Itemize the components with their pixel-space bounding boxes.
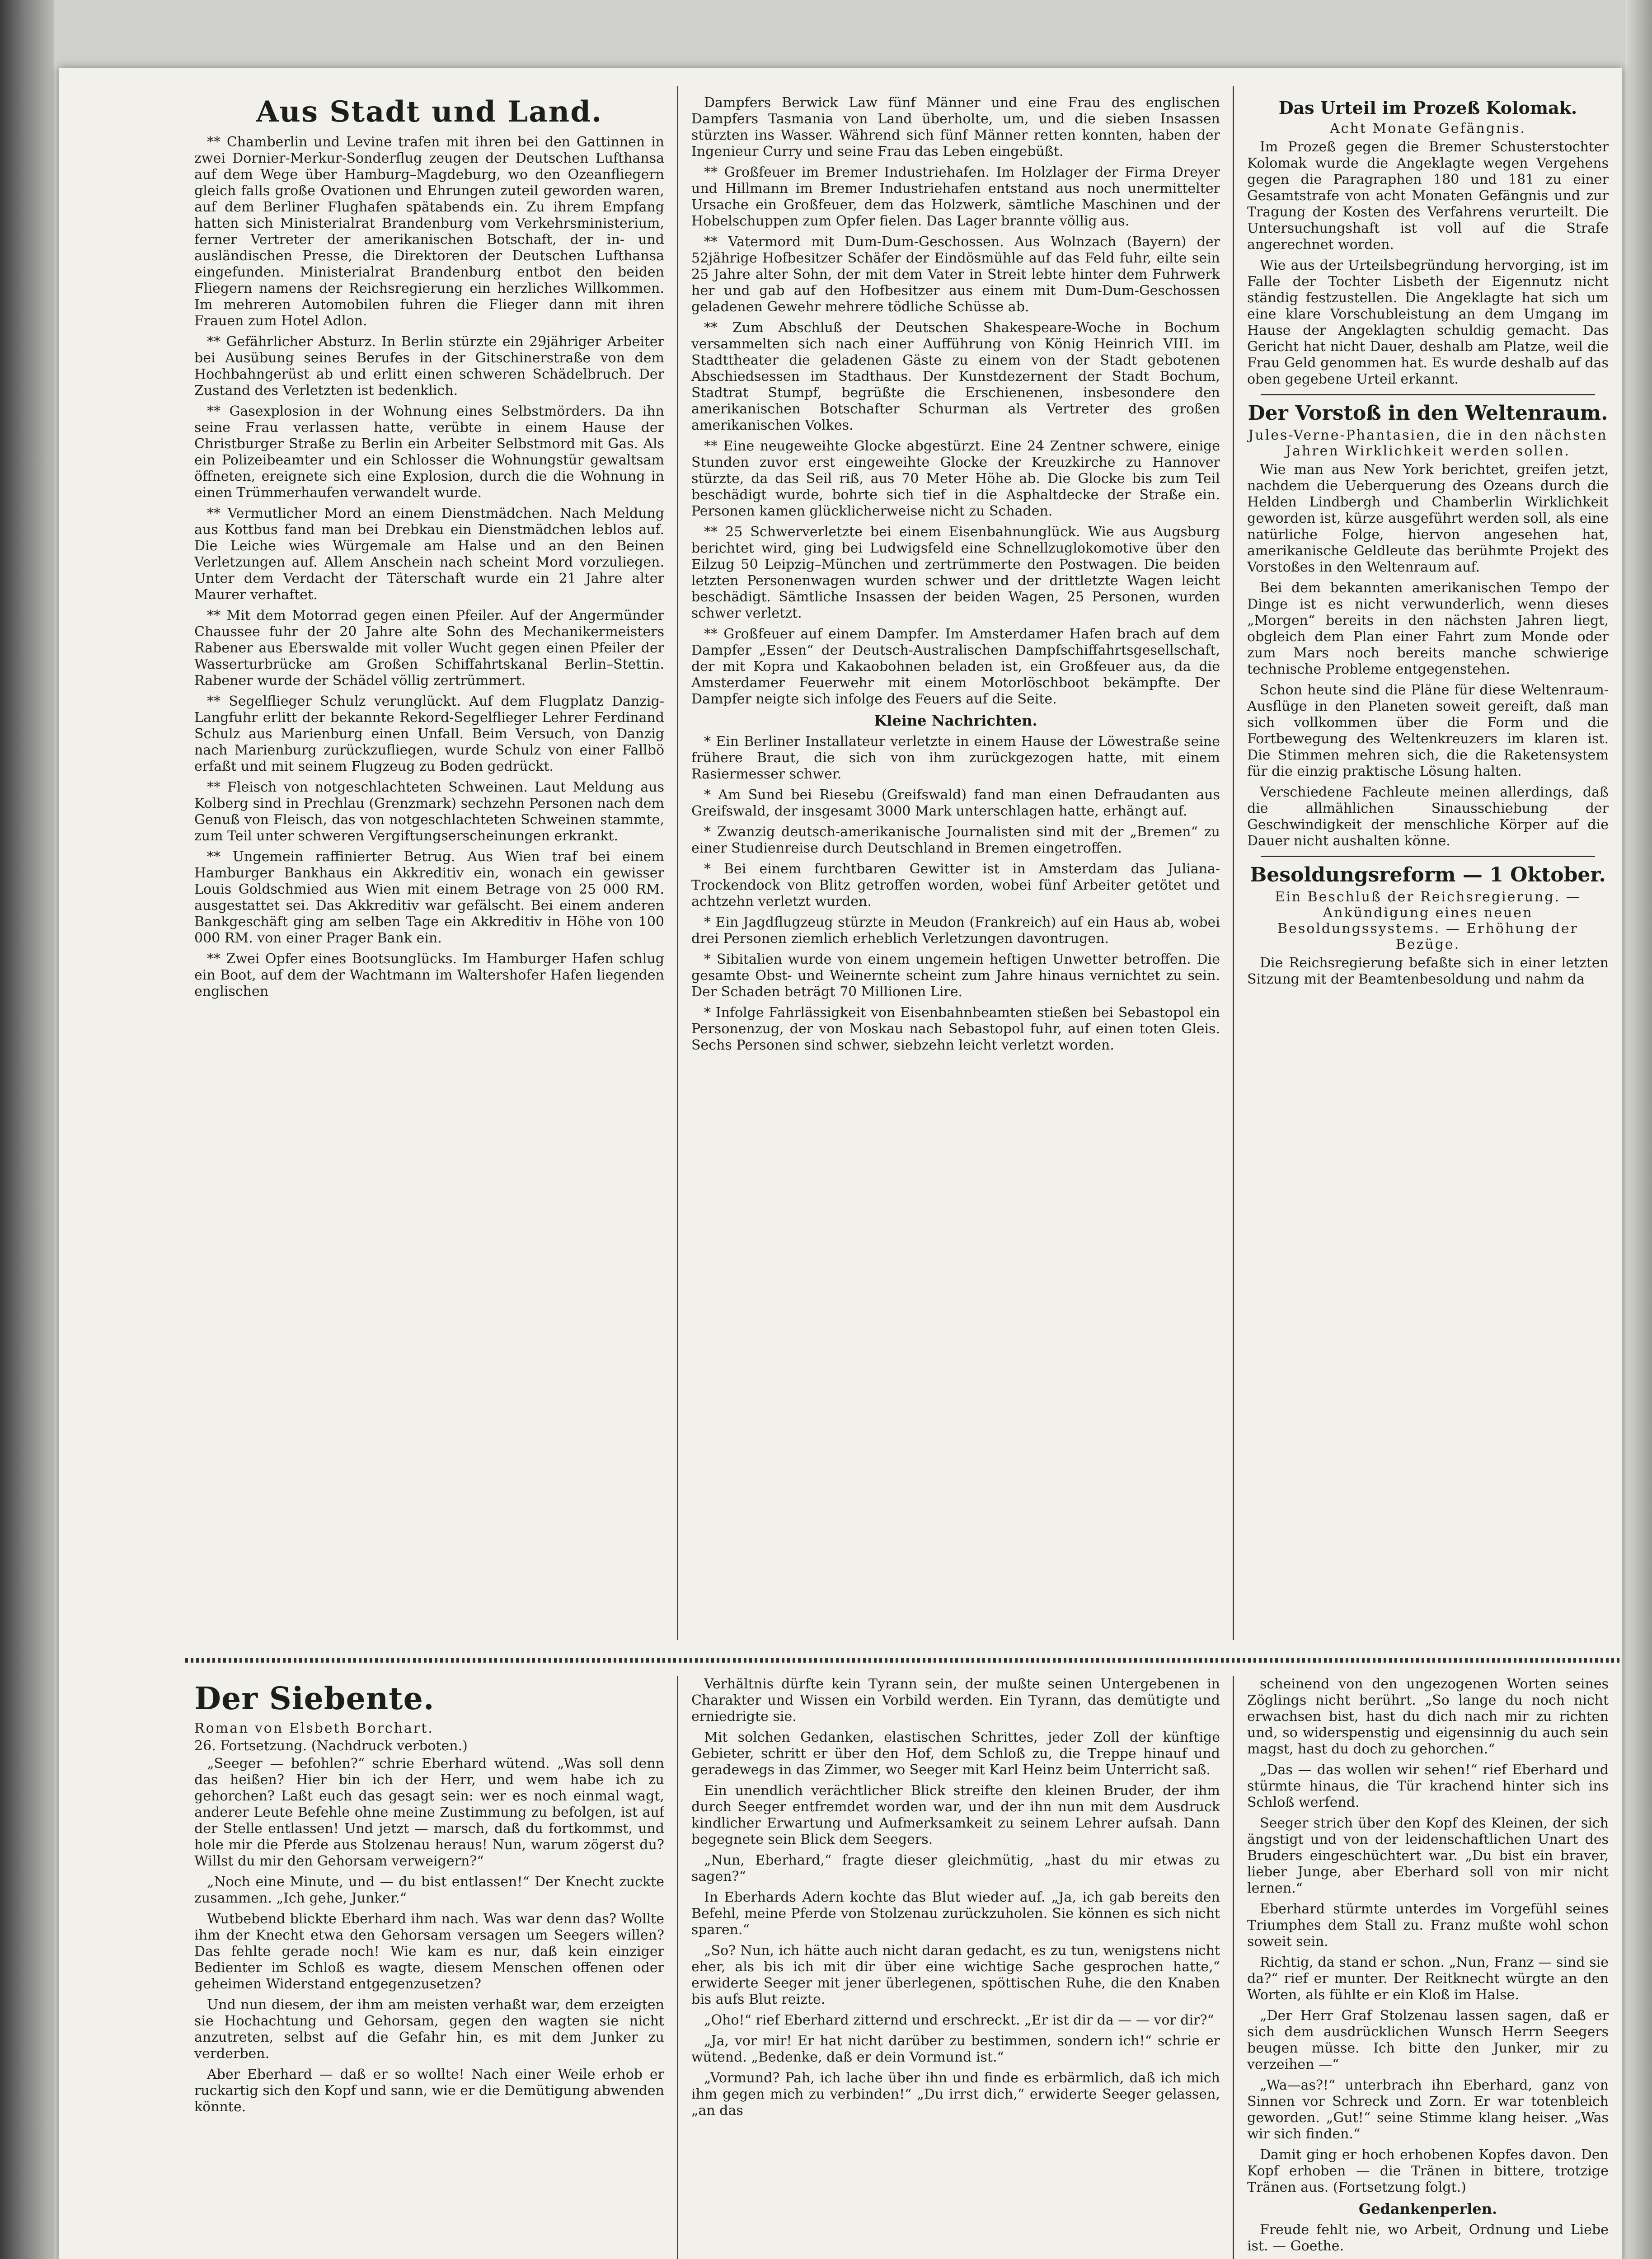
article: ** Zwei Opfer eines Bootsunglücks. Im Hamburger Hafen schlug ein Boot, auf dem der Wachtmann im Waltershofer Hafen liegenden englischen xyxy=(194,951,664,999)
subheadline: Acht Monate Gefängnis. xyxy=(1330,121,1526,136)
serial-paragraph: Und nun diesem, der ihm am meisten verhaßt war, dem erzeigten sie Hochachtung und Gehorsam, gegen den wagten sie nicht anzutreten, selbst auf die Gefahr hin, es mit dem Junker zu verderben. xyxy=(194,1997,664,2062)
serial-paragraph: Damit ging er hoch erhobenen Kopfes davon. Den Kopf erhoben — die Tränen in bittere, trotzige Tränen aus. (Fortsetzung folgt.) xyxy=(1247,2147,1609,2195)
serial-paragraph: Wutbebend blickte Eberhard ihm nach. Was war denn das? Wollte ihm der Knecht etwa den Gehorsam versagen um Seegers willen? Das fehlte gerade noch! Wie kam es nur, daß kein einziger Bedienter im Schloß es wagte, diesem Menschen offenen oder geheimen Widerstand entgegenzusetzen? xyxy=(194,1911,664,1992)
aphorism: Freude fehlt nie, wo Arbeit, Ordnung und Liebe ist. — Goethe. xyxy=(1247,2222,1609,2254)
headline-weltenraum: Der Vorstoß in den Weltenraum. xyxy=(1248,402,1608,425)
serial-paragraph: „Ja, vor mir! Er hat nicht darüber zu bestimmen, sondern ich!“ schrie er wütend. „Bedenke, daß er dein Vormund ist.“ xyxy=(691,2033,1220,2065)
headline-kolomak: Das Urteil im Prozeß Kolomak. xyxy=(1278,98,1577,118)
section-title: Aus Stadt und Land. xyxy=(256,95,603,129)
column-right-articles xyxy=(1247,95,1609,1622)
serial-paragraph: Eberhard stürmte unterdes im Vorgefühl seines Triumphes dem Stall zu. Franz mußte wohl schon soweit sein. xyxy=(1247,1901,1609,1950)
article: ** Vermutlicher Mord an einem Dienstmädchen. Nach Meldung aus Kottbus fand man bei Drebkau ein Dienstmädchen leblos auf. Die Leiche wies Würgemale am Halse und an den Beinen Verletzungen auf. Allem Anschein nach scheint Mord vorzuliegen. Unter dem Verdacht der Täterschaft wurde ein 21 Jahre alter Maurer verhaftet. xyxy=(194,506,664,603)
column-rule xyxy=(1233,86,1234,1640)
column-rule xyxy=(677,1676,678,2259)
serial-title: Der Siebente. xyxy=(194,1681,435,1717)
headline-besoldungsreform: Besoldungsreform — 1 Oktober. xyxy=(1250,863,1606,886)
serial-paragraph: Ein unendlich verächtlicher Blick streifte den kleinen Bruder, der ihm durch Seeger entfremdet worden war, und der ihn nun mit dem Ausdruck kindlicher Erwartung und Aufmerksamkeit zu seinem Lehrer aufsah. Dann begegnete sein Blick dem Seegers. xyxy=(691,1783,1220,1847)
serial-paragraph: Mit solchen Gedanken, elastischen Schrittes, jeder Zoll der künftige Gebieter, schritt er über den Hof, dem Schloß zu, die Treppe hinauf und geradewegs in das Zimmer, wo Seeger mit Karl Heinz beim Unterricht saß. xyxy=(691,1729,1220,1778)
column-serial-1 xyxy=(194,1676,664,2259)
gedankenperlen-title: Gedankenperlen. xyxy=(1358,2200,1497,2217)
article: Die Reichsregierung befaßte sich in einer letzten Sitzung mit der Beamtenbesoldung und nahm da xyxy=(1247,955,1609,987)
column-rule xyxy=(1233,1676,1234,2259)
article: Schon heute sind die Pläne für diese Weltenraum-Ausflüge in den Planeten soweit gereift, daß man sich vollkommen über die Form und die Fortbewegung des Weltenkreuzers im klaren ist. Die Stimmen mehren sich, die die Raketensystem für die einzig praktische Lösung halten. xyxy=(1247,682,1609,779)
article: Wie man aus New York berichtet, greifen jetzt, nachdem die Ueberquerung des Ozeans durch die Helden Lindbergh und Chamberlin Wirklichkeit geworden ist, kürze ausgeführt werden soll, als eine natürliche Folge, hiervon angesehen hat, amerikanische Geldleute das berühmte Projekt des Vorstoßes in den Weltenraum auf. xyxy=(1247,462,1609,575)
serial-paragraph: Seeger strich über den Kopf des Kleinen, der sich ängstigt und von der leidenschaftlichen Unart des Bruders eingeschüchtert war. „Du bist ein braver, lieber Junge, aber Eberhard soll von mir nicht lernen.“ xyxy=(1247,1815,1609,1896)
serial-paragraph: „Das — das wollen wir sehen!“ rief Eberhard und stürmte hinaus, die Tür krachend hinter sich ins Schloß werfend. xyxy=(1247,1762,1609,1810)
newspaper-page xyxy=(59,68,1622,2259)
serial-paragraph: „Seeger — befohlen?“ schrie Eberhard wütend. „Was soll denn das heißen? Hier bin ich der Herr, und wem habe ich zu gehorchen? Laßt euch das gesagt sein: wer es noch einmal wagt, anderer Leute Befehle ohne meine Zustimmung zu befolgen, ist auf der Stelle entlassen! Und jetzt — marsch, daß du fortkommst, und hole mir die Pferde aus Stolzenau heraus! Nun, warum zögerst du? Willst du mir den Gehorsam verweigern?“ xyxy=(194,1756,664,1869)
serial-paragraph: scheinend von den ungezogenen Worten seines Zöglings nicht berührt. „So lange du noch nicht erwachsen bist, hast du dich nach mir zu richten und, so widerspenstig und eigensinnig du auch sein magst, hast du doch zu gehorchen.“ xyxy=(1247,1676,1609,1757)
article: ** Eine neugeweihte Glocke abgestürzt. Eine 24 Zentner schwere, einige Stunden zuvor erst eingeweihte Glocke der Kreuzkirche zu Hannover stürzte, da das Seil riß, aus 70 Meter Höhe ab. Die Glocke bis zum Teil beschädigt wurde, bohrte sich tief in die Asphaltdecke der Straße ein. Personen kamen glücklicherweise nicht zu Schaden. xyxy=(691,438,1220,519)
article: ** Fleisch von notgeschlachteten Schweinen. Laut Meldung aus Kolberg sind in Prechlau (Grenzmark) sechzehn Personen nach dem Genuß von Fleisch, das von notgeschlachteten Schweinen stammte, zum Teil unter schweren Vergiftungserscheinungen erkrankt. xyxy=(194,779,664,844)
column-news-continued xyxy=(691,95,1220,1622)
article: ** 25 Schwerverletzte bei einem Eisenbahnunglück. Wie aus Augsburg berichtet wird, ging bei Ludwigsfeld eine Schnellzuglokomotive über den Eilzug 50 Leipzig–München und zertrümmerte den Postwagen. Die beiden letzten Personenwagen wurden schwer und der drittletzte Wagen leicht beschädigt. Sämtliche Insassen der beiden Wagen, 25 Personen, wurden schwer verletzt. xyxy=(691,524,1220,621)
subheadline: Ein Beschluß der Reichsregierung. — Ankündigung eines neuen Besoldungssystems. — Erhöhung der Bezüge. xyxy=(1275,889,1581,952)
column-rule xyxy=(677,86,678,1640)
brief-item: * Sibitalien wurde von einem ungemein heftigen Unwetter betroffen. Die gesamte Obst- und Weinernte scheint zum Jahre hinaus vernichtet zu sein. Der Schaden beträgt 70 Millionen Lire. xyxy=(691,951,1220,1000)
article: ** Gefährlicher Absturz. In Berlin stürzte ein 29jähriger Arbeiter bei Ausübung seines Berufes in der Gitschinerstraße von dem Hochbahngerüst ab und erlitt einen schweren Schädelbruch. Der Zustand des Verletzten ist bedenklich. xyxy=(194,334,664,398)
serial-paragraph: Richtig, da stand er schon. „Nun, Franz — sind sie da?“ rief er munter. Der Reitknecht würgte an den Worten, als fühlte er ein Kloß im Halse. xyxy=(1247,1954,1609,2003)
kleine-nachrichten-title: Kleine Nachrichten. xyxy=(874,712,1037,729)
serial-paragraph: „So? Nun, ich hätte auch nicht daran gedacht, es zu tun, wenigstens nicht eher, als bis ich mit dir über eine wichtige Sache gesprochen hatte,“ erwiderte Seeger mit jener überlegenen, spöttischen Ruhe, die den Knaben bis aufs Blut reizte. xyxy=(691,1943,1220,2007)
feuilleton-rule xyxy=(185,1658,1622,1663)
divider xyxy=(1261,394,1595,395)
serial-paragraph: „Nun, Eberhard,“ fragte dieser gleichmütig, „hast du mir etwas zu sagen?“ xyxy=(691,1852,1220,1884)
brief-item: * Ein Jagdflugzeug stürzte in Meudon (Frankreich) auf ein Haus ab, wobei drei Personen ziemlich erheblich Verletzungen davontrugen. xyxy=(691,914,1220,947)
brief-item: * Am Sund bei Riesebu (Greifswald) fand man einen Defraudanten aus Greifswald, der insgesamt 3000 Mark unterschlagen hatte, erhängt auf. xyxy=(691,787,1220,819)
article: ** Segelflieger Schulz verunglückt. Auf dem Flugplatz Danzig-Langfuhr erlitt der bekannte Rekord-Segelflieger Lehrer Ferdinand Schulz aus Marienburg einen Unfall. Beim Versuch, von Danzig nach Marienburg zurückzufliegen, wurde Schulz von einer Fallbö erfaßt und mit seinem Flugzeug zu Boden gedrückt. xyxy=(194,694,664,774)
article: ** Großfeuer auf einem Dampfer. Im Amsterdamer Hafen brach auf dem Dampfer „Essen“ der Deutsch-Australischen Dampfschiffahrtsgesellschaft, der mit Kopra und Kakaobohnen beladen ist, ein Großfeuer aus, da die Amsterdamer Feuerwehr mit einem Motorlöschboot bekämpfte. Der Dampfer neigte sich infolge des Feuers auf die Seite. xyxy=(691,626,1220,707)
serial-paragraph: „Oho!“ rief Eberhard zitternd und erschreckt. „Er ist dir da — — vor dir?“ xyxy=(704,2012,1214,2028)
article: Dampfers Berwick Law fünf Männer und eine Frau des englischen Dampfers Tasmania von Land überholte, um, und die sieben Insassen stürzten ins Wasser. Während sich fünf Männer retten konnten, haben der Ingenieur Curry und seine Frau das Leben eingebüßt. xyxy=(691,95,1220,159)
article: Wie aus der Urteilsbegründung hervorging, ist im Falle der Tochter Lisbeth der Eigennutz nicht ständig festzustellen. Die Angeklagte hat sich um eine klare Vorschubleistung an dem Umgang im Hause der Angeklagten schuldig gemacht. Das Gericht hat nicht Dauer, deshalb am Platze, weil die Frau Geld genommen hat. Es wurde deshalb auf das oben gegebene Urteil erkannt. xyxy=(1247,258,1609,387)
article: Im Prozeß gegen die Bremer Schusterstochter Kolomak wurde die Angeklagte wegen Vergehens gegen die Paragraphen 180 und 181 zu einer Gesamtstrafe von acht Monaten Gefängnis und zur Tragung der Kosten des Verfahrens verurteilt. Die Untersuchungshaft ist voll auf die Strafe angerechnet worden. xyxy=(1247,139,1609,253)
serial-paragraph: „Der Herr Graf Stolzenau lassen sagen, daß er sich dem ausdrücklichen Wunsch Herrn Seegers beugen müsse. Ich bitte den Junker, mir zu verzeihen —“ xyxy=(1247,2008,1609,2072)
serial-paragraph: In Eberhards Adern kochte das Blut wieder auf. „Ja, ich gab bereits den Befehl, meine Pferde von Stolzenau zurückzuholen. Sie können es sich nicht sparen.“ xyxy=(691,1889,1220,1938)
serial-paragraph: „Vormund? Pah, ich lache über ihn und finde es erbärmlich, daß ich mich ihm gegen mich zu verbinden!“ „Du irrst dich,“ erwiderte Seeger gelassen, „an das xyxy=(691,2070,1220,2118)
article: ** Großfeuer im Bremer Industriehafen. Im Holzlager der Firma Dreyer und Hillmann im Bremer Industriehafen entstand aus noch unermittelter Ursache ein Großfeuer, dem das Holzwerk, sämtliche Maschinen und der Hobelschuppen zum Opfer fielen. Das Lager brannte völlig aus. xyxy=(691,164,1220,229)
serial-continuation: 26. Fortsetzung. (Nachdruck verboten.) xyxy=(194,1738,468,1754)
serial-paragraph: „Wa—as?!“ unterbrach ihn Eberhard, ganz von Sinnen vor Schreck und Zorn. Er war totenbleich geworden. „Gut!“ seine Stimme klang heiser. „Was wir sich finden.“ xyxy=(1247,2077,1609,2142)
serial-paragraph: Aber Eberhard — daß er so wollte! Nach einer Weile erhob er ruckartig sich den Kopf und sann, wie er die Demütigung abwenden könnte. xyxy=(194,2067,664,2115)
serial-paragraph: Verhältnis dürfte kein Tyrann sein, der mußte seinen Untergebenen in Charakter und Wissen ein Vorbild werden. Ein Tyrann, das demütigte und erniedrigte sie. xyxy=(691,1676,1220,1725)
column-aus-stadt-und-land xyxy=(194,95,664,1622)
article: Verschiedene Fachleute meinen allerdings, daß die allmählichen Sinausschiebung der Geschwindigkeit der menschliche Körper auf die Dauer nicht aushalten könne. xyxy=(1247,784,1609,849)
article: ** Mit dem Motorrad gegen einen Pfeiler. Auf der Angermünder Chaussee fuhr der 20 Jahre alte Sohn des Mechanikermeisters Rabener aus Eberswalde mit voller Wucht gegen einen Pfeiler der Wasserturbrücke am Großen Schiffahrtskanal Berlin–Stettin. Rabener wurde der Schädel völlig zertrümmert. xyxy=(194,608,664,689)
article: ** Chamberlin und Levine trafen mit ihren bei den Gattinnen in zwei Dornier-Merkur-Sonderflug zeugen der Deutschen Lufthansa auf dem Wege über Hamburg–Magdeburg, wo den Ozeanfliegern gleich falls große Ovationen und Ehrungen zuteil geworden waren, auf dem Berliner Flughafen spätabends ein. Zu ihrem Empfang hatten sich Ministerialrat Brandenburg vom Verkehrsministerium, ferner Vertreter der amerikanischen Botschaft, der in- und ausländischen Presse, die Direktoren der Deutschen Lufthansa eingefunden. Ministerialrat Brandenburg entbot den beiden Fliegern namens der Reichsregierung ein herzliches Willkommen. Im mehreren Automobilen fuhren die Flieger dann mit ihren Frauen zum Hotel Adlon. xyxy=(194,134,664,329)
column-serial-2 xyxy=(691,1676,1220,2259)
article: ** Gasexplosion in der Wohnung eines Selbstmörders. Da ihn seine Frau verlassen hatte, verübte in einem Hause der Christburger Straße zu Berlin ein Arbeiter Selbstmord mit Gas. Als ein Polizeibeamter und ein Schlosser die Wohnungstür gewaltsam öffneten, ereignete sich eine Explosion, durch die die Wohnung in einen Trümmerhaufen verwandelt wurde. xyxy=(194,403,664,501)
book-binding-right xyxy=(1625,0,1652,2259)
brief-item: * Zwanzig deutsch-amerikanische Journalisten sind mit der „Bremen“ zu einer Studienreise durch Deutschland in Bremen eingetroffen. xyxy=(691,824,1220,856)
column-serial-3 xyxy=(1247,1676,1609,2259)
article: ** Zum Abschluß der Deutschen Shakespeare-Woche in Bochum versammelten sich nach einer Aufführung von König Heinrich VIII. im Stadttheater die geladenen Gäste zu einem von der Stadt gebotenen Abschiedsessen im Stadthaus. Der Kunstdezernent der Stadt Bochum, Stadtrat Stumpf, begrüßte die Erschienenen, insbesondere den amerikanischen Botschafter Schurman als Vertreter des großen amerikanischen Volkes. xyxy=(691,320,1220,433)
brief-item: * Ein Berliner Installateur verletzte in einem Hause der Löwestraße seine frühere Braut, die sich von ihm zurückgezogen hatte, mit einem Rasiermesser schwer. xyxy=(691,734,1220,782)
brief-item: * Infolge Fahrlässigkeit von Eisenbahnbeamten stießen bei Sebastopol ein Personenzug, der von Moskau nach Sebastopol fuhr, auf einen toten Gleis. Sechs Personen sind schwer, siebzehn leicht verletzt worden. xyxy=(691,1005,1220,1053)
serial-paragraph: „Noch eine Minute, und — du bist entlassen!“ Der Knecht zuckte zusammen. „Ich gehe, Junker.“ xyxy=(194,1874,664,1906)
article: Bei dem bekannten amerikanischen Tempo der Dinge ist es nicht verwunderlich, wenn dieses „Morgen“ bereits in den nächsten Jahren liegt, obgleich dem Plan einer Fahrt zum Monde oder zum Mars noch bereits manche schwierige technische Probleme entgegenstehen. xyxy=(1247,580,1609,677)
brief-item: * Bei einem furchtbaren Gewitter ist in Amsterdam das Juliana-Trockendock von Blitz getroffen worden, wobei fünf Arbeiter getötet und achtzehn verletzt wurden. xyxy=(691,861,1220,909)
divider xyxy=(1261,856,1595,857)
article: ** Ungemein raffinierter Betrug. Aus Wien traf bei einem Hamburger Bankhaus ein Akkreditiv ein, wonach ein gewisser Louis Goldschmied aus Wien mit einem Betrage von 25 000 RM. ausgestattet sei. Das Akkreditiv war gefälscht. Bei einem anderen Bankgeschäft ging am selben Tage ein Akkreditiv in Höhe von 100 000 RM. von einer Prager Bank ein. xyxy=(194,849,664,946)
article: ** Vatermord mit Dum-Dum-Geschossen. Aus Wolnzach (Bayern) der 52jährige Hofbesitzer Schäfer der Eindösmühle auf das Feld fuhr, eilte sein 25 Jahre alter Sohn, der mit dem Vater in Streit lebte hinter dem Fuhrwerk her und gab auf den Hofbesitzer aus einem mit Dum-Dum-Geschossen geladenen Gewehr mehrere tödliche Schüsse ab. xyxy=(691,234,1220,315)
subheadline: Jules-Verne-Phantasien, die in den nächsten Jahren Wirklichkeit werden sollen. xyxy=(1248,427,1608,459)
serial-byline: Roman von Elsbeth Borchart. xyxy=(194,1720,434,1736)
book-binding-left xyxy=(0,0,54,2259)
